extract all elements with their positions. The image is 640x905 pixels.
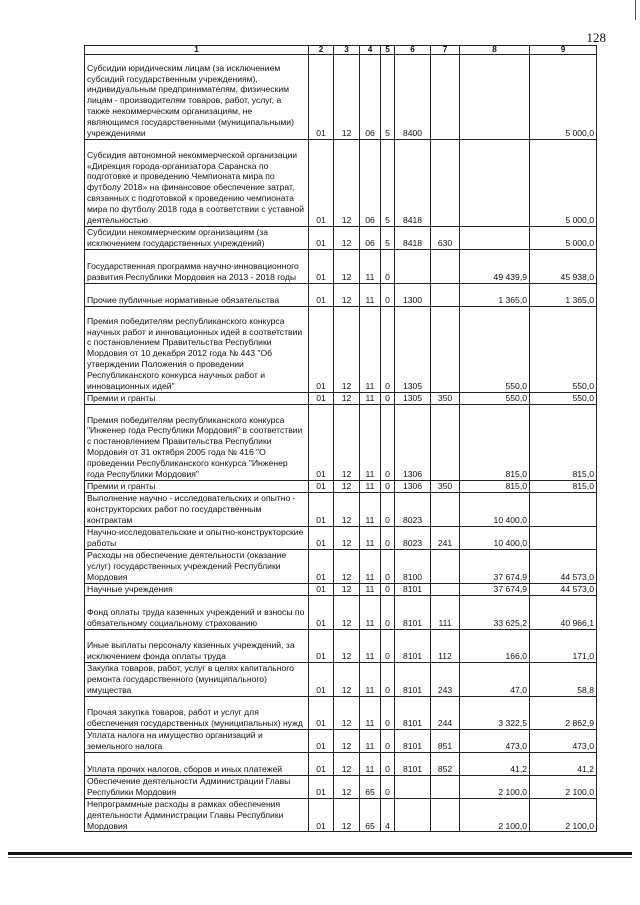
cell-c4: 11 (360, 584, 381, 596)
row-name: Обеспечение деятельности Администрации Главы Республики Мордовия (85, 775, 309, 798)
cell-c6: 1305 (395, 307, 431, 393)
cell-c6: 8101 (395, 752, 431, 775)
table-row (85, 307, 597, 393)
corner-mark (635, 0, 636, 20)
cell-c5: 0 (381, 307, 395, 393)
cell-c3: 12 (334, 696, 360, 729)
cell-c5: 5 (381, 140, 395, 227)
cell-c2: 01 (309, 775, 334, 798)
table-row (85, 405, 597, 481)
cell-c4: 11 (360, 284, 381, 307)
row-name: Прочие публичные нормативные обязательства (85, 284, 309, 307)
cell-c8 (460, 140, 530, 227)
cell-c9: 1 365,0 (530, 284, 597, 307)
cell-c9: 40 966,1 (530, 596, 597, 630)
cell-c2: 01 (309, 798, 334, 832)
cell-c4: 65 (360, 775, 381, 798)
cell-c5: 0 (381, 284, 395, 307)
table-row (85, 775, 597, 798)
cell-c7 (431, 550, 460, 584)
cell-c6: 8101 (395, 596, 431, 630)
cell-c8: 10 400,0 (460, 527, 530, 550)
cell-c4: 65 (360, 798, 381, 832)
row-name: Выполнение научно - исследовательских и опытно - конструкторских работ по государственным контрактам (85, 493, 309, 527)
cell-c4: 11 (360, 307, 381, 393)
cell-c3: 12 (334, 584, 360, 596)
cell-c4: 11 (360, 663, 381, 697)
cell-c5: 0 (381, 663, 395, 697)
cell-c8: 10 400,0 (460, 493, 530, 527)
cell-c4: 11 (360, 393, 381, 405)
row-name: Премия победителям республиканского конкурса "Инженер года Республики Мордовия" в соответствии с постановлением Правительства Республики Мордовия от 31 октября 2005 года № 416 "О проведении Республиканского конкурса "Инженер года Республики Мордовия" (85, 405, 309, 481)
table-row (85, 493, 597, 527)
cell-c2: 01 (309, 307, 334, 393)
cell-c9: 171,0 (530, 630, 597, 663)
cell-c6: 1306 (395, 481, 431, 493)
cell-c2: 01 (309, 527, 334, 550)
row-name: Уплата прочих налогов, сборов и иных платежей (85, 752, 309, 775)
cell-c6: 8418 (395, 140, 431, 227)
cell-c3: 12 (334, 140, 360, 227)
cell-c9: 45 938,0 (530, 250, 597, 284)
cell-c9: 58,8 (530, 663, 597, 697)
header-cell: 1 (85, 46, 309, 55)
cell-c2: 01 (309, 227, 334, 250)
cell-c6 (395, 775, 431, 798)
cell-c2: 01 (309, 630, 334, 663)
row-name: Закупка товаров, работ, услуг в целях капитального ремонта государственного (муниципального) имущества (85, 663, 309, 697)
cell-c5: 4 (381, 798, 395, 832)
cell-c9: 5 000,0 (530, 55, 597, 140)
header-cell: 6 (395, 46, 431, 55)
cell-c6: 8101 (395, 663, 431, 697)
cell-c5: 0 (381, 393, 395, 405)
cell-c3: 12 (334, 550, 360, 584)
cell-c4: 11 (360, 527, 381, 550)
cell-c5: 0 (381, 729, 395, 752)
row-name: Расходы на обеспечение деятельности (оказание услуг) государственных учреждений Республики Мордовия (85, 550, 309, 584)
cell-c2: 01 (309, 55, 334, 140)
cell-c5: 0 (381, 405, 395, 481)
cell-c6 (395, 798, 431, 832)
cell-c8: 2 100,0 (460, 775, 530, 798)
cell-c8: 550,0 (460, 393, 530, 405)
cell-c9: 5 000,0 (530, 140, 597, 227)
cell-c9: 5 000,0 (530, 227, 597, 250)
cell-c8: 47,0 (460, 663, 530, 697)
cell-c7: 241 (431, 527, 460, 550)
cell-c3: 12 (334, 596, 360, 630)
cell-c5: 0 (381, 630, 395, 663)
cell-c8: 473,0 (460, 729, 530, 752)
cell-c7: 244 (431, 696, 460, 729)
row-name: Фонд оплаты труда казенных учреждений и взносы по обязательному социальному страхованию (85, 596, 309, 630)
cell-c8: 3 322,5 (460, 696, 530, 729)
cell-c6: 8101 (395, 630, 431, 663)
row-name: Субсидии юридическим лицам (за исключением субсидий государственным учреждениям), индивидуальным предпринимателям, физическим лицам - производителям товаров, работ, услуг, а также некоммерческим организациям, не являющимся государственными (муниципальными) учреждениями (85, 55, 309, 140)
cell-c8: 815,0 (460, 405, 530, 481)
cell-c9: 473,0 (530, 729, 597, 752)
row-name: Субсидия автономной некоммерческой организации «Дирекция города-организатора Саранска по подготовке и проведению Чемпионата мира по футболу 2018» на финансовое обеспечение затрат, связанных с подготовкой к проведению чемпионата мира по футболу 2018 года в соответствии с уставной деятельностью (85, 140, 309, 227)
cell-c5: 0 (381, 493, 395, 527)
cell-c8: 550,0 (460, 307, 530, 393)
table-row (85, 596, 597, 630)
cell-c6: 8023 (395, 493, 431, 527)
cell-c7 (431, 140, 460, 227)
cell-c6: 8100 (395, 550, 431, 584)
header-cell: 7 (431, 46, 460, 55)
cell-c3: 12 (334, 307, 360, 393)
cell-c5: 0 (381, 481, 395, 493)
cell-c9: 815,0 (530, 481, 597, 493)
cell-c2: 01 (309, 550, 334, 584)
cell-c5: 0 (381, 696, 395, 729)
cell-c8: 166,0 (460, 630, 530, 663)
cell-c2: 01 (309, 596, 334, 630)
table-row (85, 527, 597, 550)
page-number: 128 (586, 30, 606, 45)
row-name: Иные выплаты персоналу казенных учреждений, за исключением фонда оплаты труда (85, 630, 309, 663)
cell-c7 (431, 250, 460, 284)
row-name: Научные учреждения (85, 584, 309, 596)
table-row (85, 140, 597, 227)
cell-c3: 12 (334, 481, 360, 493)
cell-c3: 12 (334, 55, 360, 140)
cell-c5: 0 (381, 527, 395, 550)
cell-c9: 2 100,0 (530, 798, 597, 832)
budget-table (84, 45, 597, 832)
header-cell: 8 (460, 46, 530, 55)
cell-c9: 2 100,0 (530, 775, 597, 798)
cell-c5: 0 (381, 584, 395, 596)
cell-c6: 8400 (395, 55, 431, 140)
cell-c9: 815,0 (530, 405, 597, 481)
header-row (85, 46, 597, 55)
cell-c6 (395, 250, 431, 284)
table-row (85, 584, 597, 596)
cell-c2: 01 (309, 663, 334, 697)
header-cell: 2 (309, 46, 334, 55)
cell-c9: 550,0 (530, 307, 597, 393)
cell-c8: 2 100,0 (460, 798, 530, 832)
cell-c9: 44 573,0 (530, 550, 597, 584)
cell-c9 (530, 527, 597, 550)
cell-c7 (431, 798, 460, 832)
cell-c4: 11 (360, 596, 381, 630)
row-name: Научно-исследовательские и опытно-конструкторские работы (85, 527, 309, 550)
table-row (85, 696, 597, 729)
cell-c2: 01 (309, 393, 334, 405)
table-row (85, 227, 597, 250)
cell-c4: 11 (360, 729, 381, 752)
cell-c8: 37 674,9 (460, 584, 530, 596)
table-row (85, 663, 597, 697)
table-row (85, 250, 597, 284)
cell-c7: 851 (431, 729, 460, 752)
row-name: Уплата налога на имущество организаций и земельного налога (85, 729, 309, 752)
cell-c7 (431, 55, 460, 140)
bottom-rule-thin (8, 857, 632, 858)
cell-c8: 815,0 (460, 481, 530, 493)
cell-c9: 41,2 (530, 752, 597, 775)
cell-c3: 12 (334, 775, 360, 798)
cell-c7: 350 (431, 481, 460, 493)
cell-c8: 33 625,2 (460, 596, 530, 630)
cell-c4: 11 (360, 493, 381, 527)
cell-c8: 37 674,9 (460, 550, 530, 584)
cell-c7: 243 (431, 663, 460, 697)
cell-c2: 01 (309, 284, 334, 307)
cell-c6: 8023 (395, 527, 431, 550)
cell-c7: 112 (431, 630, 460, 663)
header-cell: 4 (360, 46, 381, 55)
cell-c3: 12 (334, 527, 360, 550)
cell-c7 (431, 307, 460, 393)
cell-c4: 06 (360, 227, 381, 250)
cell-c6: 8101 (395, 696, 431, 729)
cell-c2: 01 (309, 405, 334, 481)
cell-c3: 12 (334, 493, 360, 527)
row-name: Непрограммные расходы в рамках обеспечения деятельности Администрации Главы Республики Мордовия (85, 798, 309, 832)
cell-c3: 12 (334, 405, 360, 481)
cell-c4: 11 (360, 250, 381, 284)
cell-c8: 49 439,9 (460, 250, 530, 284)
cell-c7: 630 (431, 227, 460, 250)
cell-c3: 12 (334, 663, 360, 697)
table-row (85, 798, 597, 832)
cell-c9 (530, 493, 597, 527)
cell-c6: 1300 (395, 284, 431, 307)
cell-c4: 11 (360, 481, 381, 493)
table-row (85, 55, 597, 140)
cell-c7 (431, 493, 460, 527)
cell-c7: 111 (431, 596, 460, 630)
row-name: Прочая закупка товаров, работ и услуг для обеспечения государственных (муниципальных) нужд (85, 696, 309, 729)
cell-c5: 5 (381, 227, 395, 250)
cell-c3: 12 (334, 752, 360, 775)
cell-c2: 01 (309, 696, 334, 729)
cell-c3: 12 (334, 227, 360, 250)
cell-c4: 06 (360, 140, 381, 227)
cell-c4: 06 (360, 55, 381, 140)
row-name: Государственная программа научно-инновационного развития Республики Мордовия на 2013 - 2018 годы (85, 250, 309, 284)
cell-c4: 11 (360, 752, 381, 775)
cell-c4: 11 (360, 696, 381, 729)
table-row (85, 630, 597, 663)
cell-c5: 5 (381, 55, 395, 140)
cell-c4: 11 (360, 550, 381, 584)
row-name: Премии и гранты (85, 393, 309, 405)
cell-c4: 11 (360, 630, 381, 663)
table-row (85, 550, 597, 584)
cell-c8: 1 365,0 (460, 284, 530, 307)
cell-c6: 1306 (395, 405, 431, 481)
cell-c6: 8101 (395, 729, 431, 752)
cell-c2: 01 (309, 140, 334, 227)
bottom-rule (8, 852, 632, 855)
cell-c3: 12 (334, 798, 360, 832)
cell-c4: 11 (360, 405, 381, 481)
table-row (85, 752, 597, 775)
cell-c7 (431, 775, 460, 798)
cell-c7 (431, 284, 460, 307)
cell-c2: 01 (309, 752, 334, 775)
cell-c2: 01 (309, 493, 334, 527)
header-cell: 3 (334, 46, 360, 55)
cell-c9: 2 862,9 (530, 696, 597, 729)
cell-c5: 0 (381, 752, 395, 775)
cell-c7: 852 (431, 752, 460, 775)
cell-c5: 0 (381, 250, 395, 284)
cell-c3: 12 (334, 393, 360, 405)
row-name: Субсидии некоммерческим организациям (за исключением государственных учреждений) (85, 227, 309, 250)
cell-c3: 12 (334, 729, 360, 752)
cell-c2: 01 (309, 481, 334, 493)
cell-c2: 01 (309, 250, 334, 284)
cell-c2: 01 (309, 584, 334, 596)
table-row (85, 481, 597, 493)
cell-c7 (431, 405, 460, 481)
row-name: Премии и гранты (85, 481, 309, 493)
cell-c7: 350 (431, 393, 460, 405)
header-cell: 9 (530, 46, 597, 55)
cell-c2: 01 (309, 729, 334, 752)
cell-c6: 1305 (395, 393, 431, 405)
table-row (85, 729, 597, 752)
cell-c6: 8418 (395, 227, 431, 250)
cell-c5: 0 (381, 596, 395, 630)
row-name: Премия победителям республиканского конкурса научных работ и инновационных идей в соответствии с постановлением Правительства Республики Мордовия от 10 декабря 2012 года № 443 "Об утверждении Положения о проведении Республиканского конкурса научных работ и инновационных идей" (85, 307, 309, 393)
cell-c8: 41,2 (460, 752, 530, 775)
cell-c8 (460, 227, 530, 250)
cell-c9: 44 573,0 (530, 584, 597, 596)
cell-c7 (431, 584, 460, 596)
header-cell: 5 (381, 46, 395, 55)
cell-c9: 550,0 (530, 393, 597, 405)
cell-c3: 12 (334, 284, 360, 307)
table-row (85, 284, 597, 307)
cell-c3: 12 (334, 630, 360, 663)
cell-c5: 0 (381, 775, 395, 798)
cell-c3: 12 (334, 250, 360, 284)
cell-c5: 0 (381, 550, 395, 584)
table-row (85, 393, 597, 405)
cell-c8 (460, 55, 530, 140)
cell-c6: 8101 (395, 584, 431, 596)
